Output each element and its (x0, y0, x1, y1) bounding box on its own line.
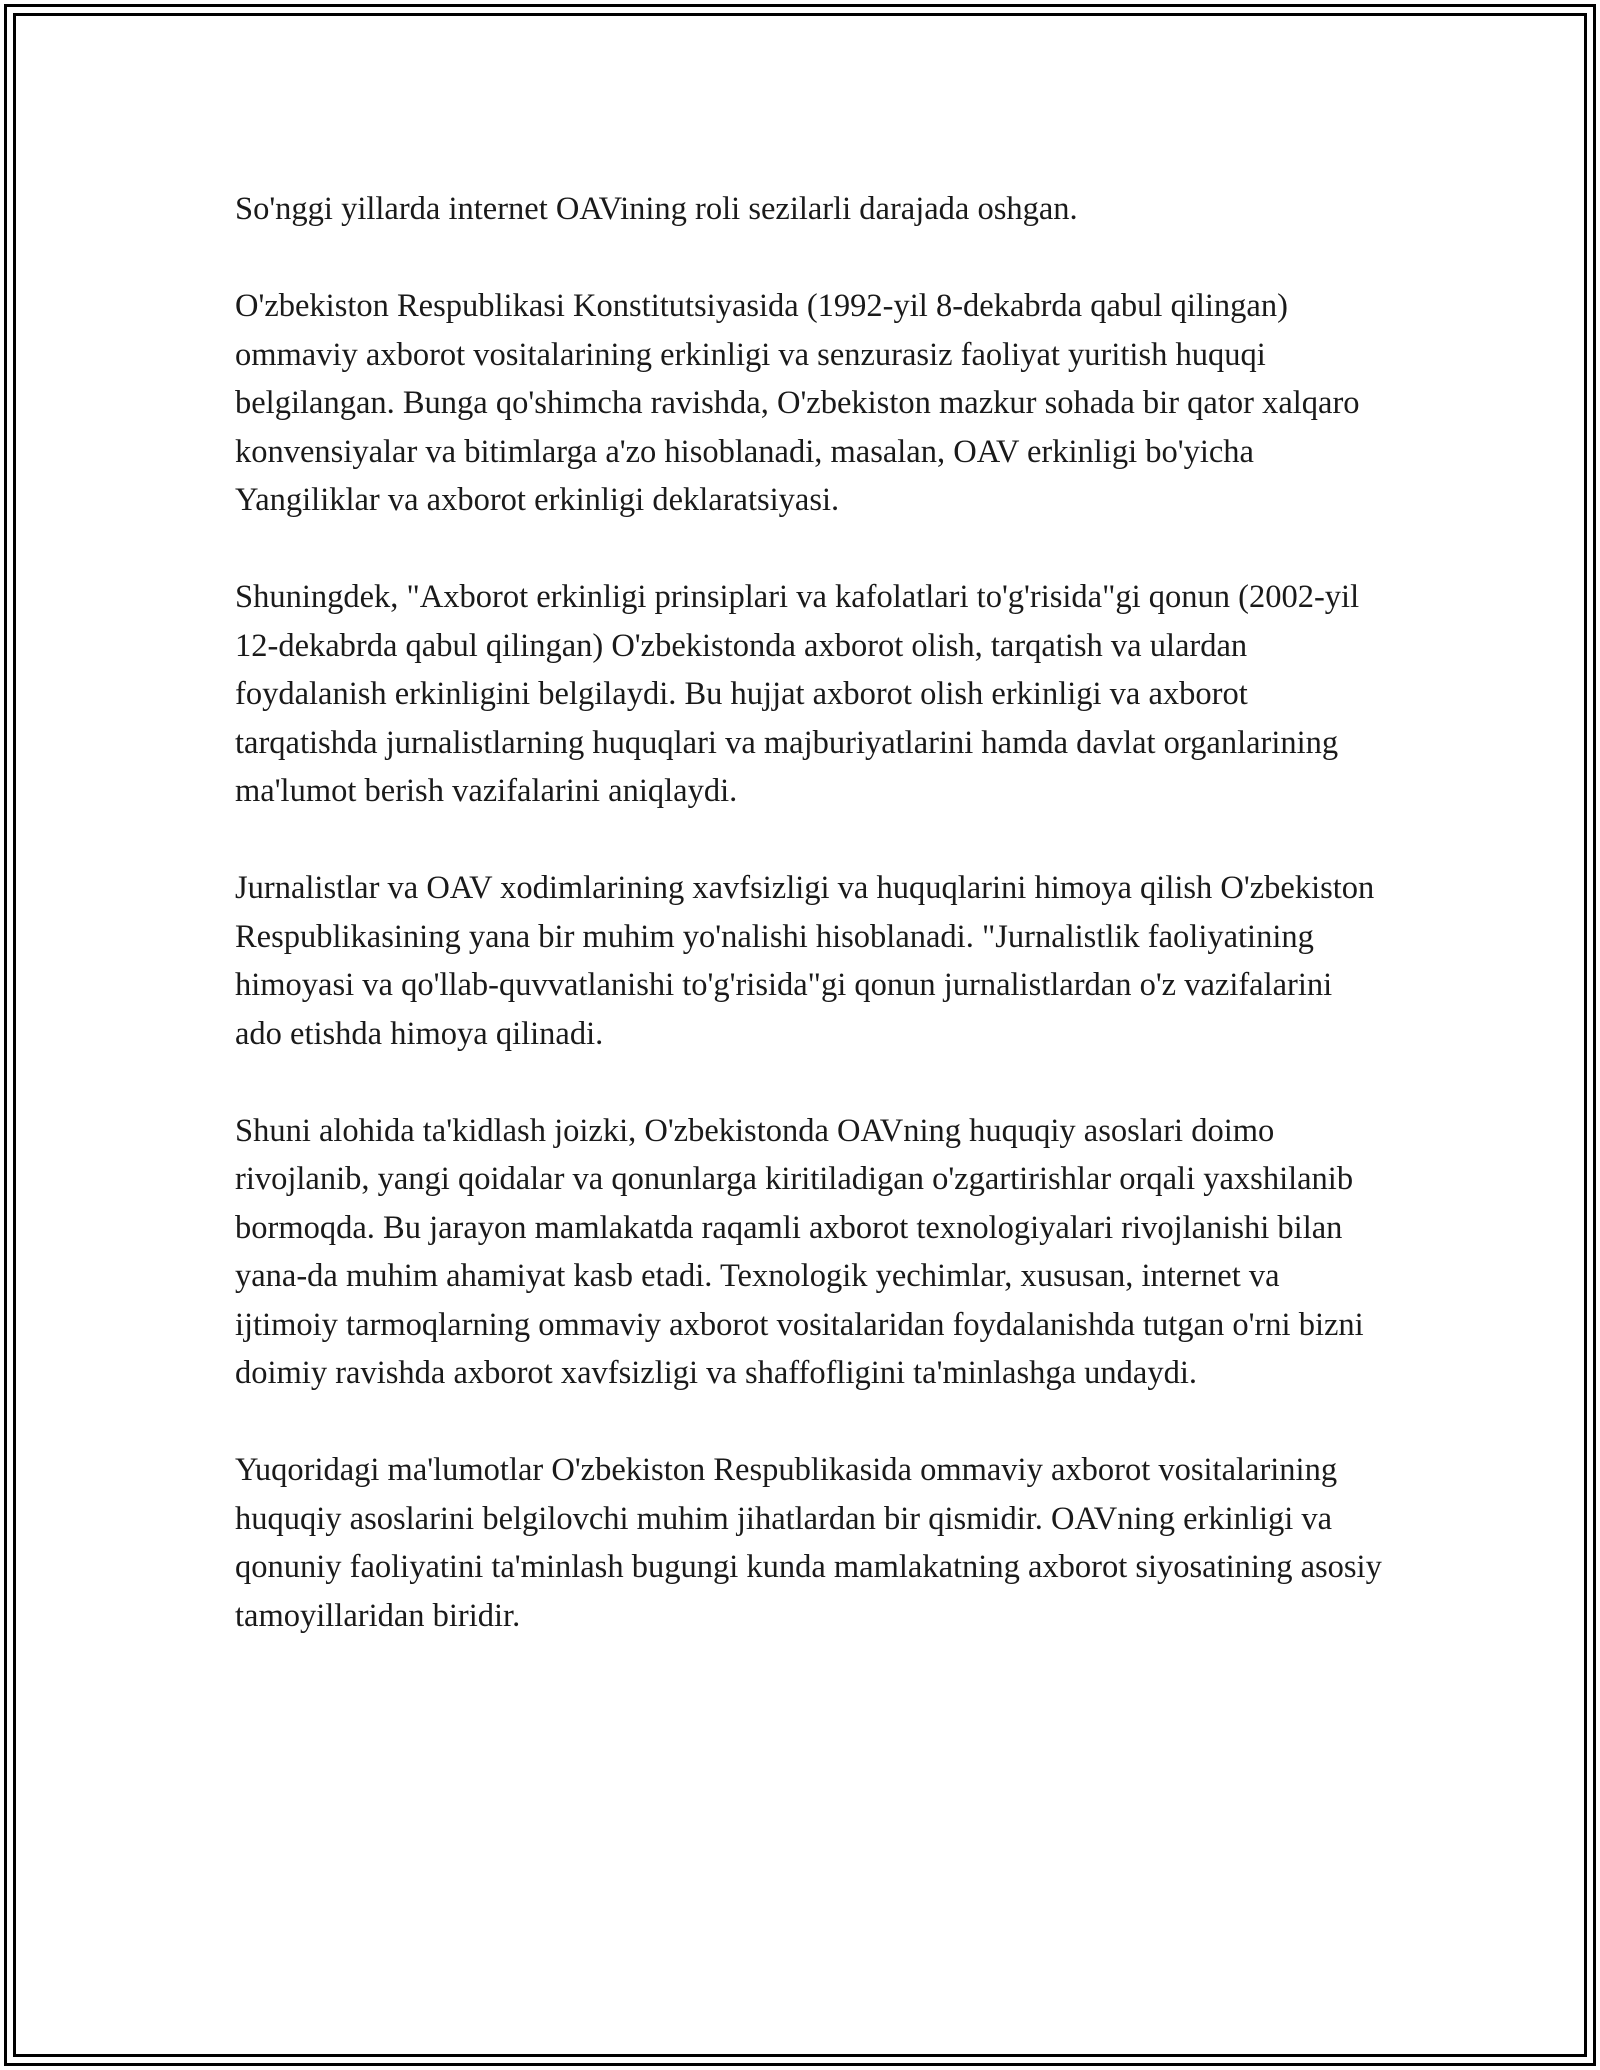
paragraph-constitution: O'zbekiston Respublikasi Konstitutsiyasida (1992-yil 8-dekabrda qabul qilingan) ommaviy axborot vositalarining erkinligi va senzurasiz faoliyat yuritish huquqi belgilangan. Bunga qo'shimcha ravishda, O'zbekiston mazkur sohada bir qator xalqaro konvensiyalar va bitimlarga a'zo hisoblanadi, masalan, OAV erkinligi bo'yicha Yangiliklar va axborot erkinligi deklaratsiyasi. (235, 288, 1360, 518)
document-body (235, 185, 1385, 1689)
paragraph-legal-development: Shuni alohida ta'kidlash joizki, O'zbekistonda OAVning huquqiy asoslari doimo rivojlanib, yangi qoidalar va qonunlarga kiritiladigan o'zgartirishlar orqali yaxshilanib bormoqda. Bu jarayon mamlakatda raqamli axborot texnologiyalari rivojlanishi bilan yana-da muhim ahamiyat kasb etadi. Texnologik yechimlar, xususan, internet va ijtimoiy tarmoqlarning ommaviy axborot vositalaridan foydalanishda tutgan o'rni bizni doimiy ravishda axborot xavfsizligi va shaffofligini ta'minlashga undaydi. (235, 1112, 1364, 1391)
paragraph-freedom-law: Shuningdek, "Axborot erkinligi prinsiplari va kafolatlari to'g'risida"gi qonun (2002-yil 12-dekabrda qabul qilingan) O'zbekistonda axborot olish, tarqatish va ulardan foydalanish erkinligini belgilaydi. Bu hujjat axborot olish erkinligi va axborot tarqatishda jurnalistlarning huquqlari va majburiyatlarini hamda davlat organlarining ma'lumot berish vazifalarini aniqlaydi. (235, 579, 1360, 809)
paragraph-conclusion: Yuqoridagi ma'lumotlar O'zbekiston Respublikasida ommaviy axborot vositalarining huquqiy asoslarini belgilovchi muhim jihatlardan bir qismidir. OAVning erkinligi va qonuniy faoliyatini ta'minlash bugungi kunda mamlakatning axborot siyosatining asosiy tamoyillaridan biridir. (235, 1452, 1382, 1634)
paragraph-intro: So'nggi yillarda internet OAVining roli sezilarli darajada oshgan. (235, 191, 1078, 227)
paragraph-journalist-safety: Jurnalistlar va OAV xodimlarining xavfsizligi va huquqlarini himoya qilish O'zbekiston Respublikasining yana bir muhim yo'nalishi hisoblanadi. "Jurnalistlik faoliyatining himoyasi va qo'llab-quvvatlanishi to'g'risida"gi qonun jurnalistlardan o'z vazifalarini ado etishda himoya qilinadi. (235, 870, 1375, 1052)
